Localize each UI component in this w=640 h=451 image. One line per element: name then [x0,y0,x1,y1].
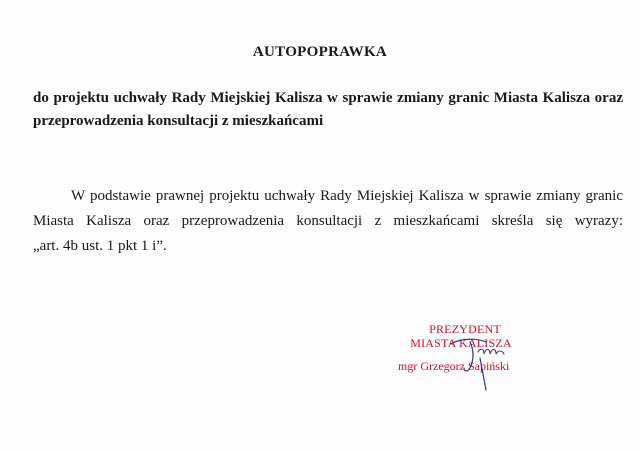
subject-line-2: przeprowadzenia konsultacji z mieszkańcami [33,113,324,129]
stamp-city: MIASTA KALISZA [410,336,512,350]
document-title: AUTOPOPRAWKA [252,44,388,60]
body-line-2: Miasta Kalisza oraz przeprowadzenia konsultacji z mieszkańcami skreśla się wyrazy: [33,213,623,229]
document-subject [33,87,623,133]
stamp-title: PREZYDENT [429,322,501,336]
document-body [33,184,623,259]
subject-line-1: do projektu uchwały Rady Miejskiej Kalisza w sprawie zmiany granic Miasta Kalisza oraz [33,90,623,106]
handwritten-signature [440,330,530,392]
body-line-3: „art. 4b ust. 1 pkt 1 i”. [33,238,167,254]
stamp-name: mgr Grzegorz Sapiński [398,359,510,373]
body-line-1: W podstawie prawnej projektu uchwały Rady Miejskiej Kalisza w sprawie zmiany granic [71,188,623,204]
